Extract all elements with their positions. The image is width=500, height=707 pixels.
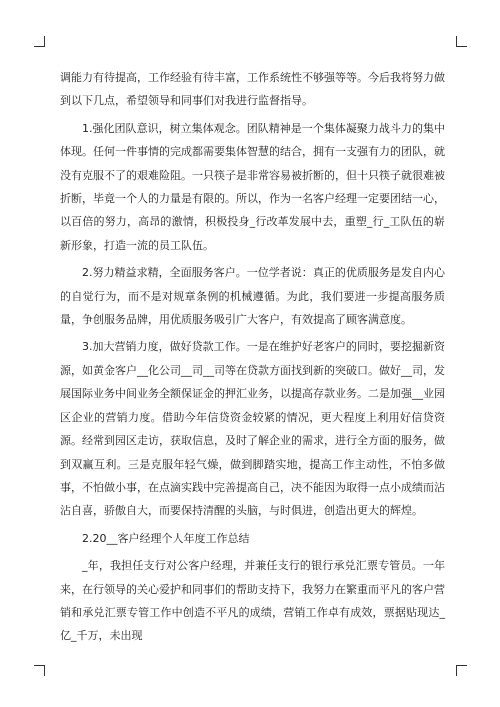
crop-mark-top-right: [456, 36, 467, 47]
crop-mark-bottom-right: [456, 665, 467, 676]
document-body: [60, 66, 445, 652]
section-heading: 2.20__客户经理个人年度工作总结: [82, 531, 250, 545]
paragraph-team-awareness: 1.强化团队意识，树立集体观念。团队精神是一个集体凝聚力战斗力的集中体现。任何一件事情的完成都需要集体智慧的结合，拥有一支强有力的团队，就没有克服不了的艰难险阻。一只筷子是非常容易被折断的，但十只筷子就很难被折断，毕竟一个人的力量是有限的。所以，作为一名客户经理一定要团结一心，以百倍的努力，高昂的激情，积极投身_行改革发展中去，重塑_行_工队伍的崭新形象，打造一流的员工队伍。: [60, 121, 445, 252]
paragraph-marketing-loans: 3.加大营销力度，做好贷款工作。一是在维护好老客户的同时，要挖掘新资源，如黄金客户__化公司__司__司等在贷款方面找到新的突破口。做好__司，发展国际业务中间业务全额保证金的押汇业务，以提高存款业务。二是加强__业园区企业的营销力度。借助今年信贷资金较紧的情况，更大程度上利用好信贷资源。经常到园区走访，获取信息，及时了解企业的需求，进行全方面的服务，做到双赢互利。三是克服年轻气燥，做到脚踏实地，提高工作主动性，不怕多做事，不怕做小事，在点滴实践中完善提高自己，决不能因为取得一点小成绩而沾沾自喜，骄傲自大，而要保持清醒的头脑，与时俱进，创造出更大的辉煌。: [60, 340, 445, 518]
crop-mark-top-left: [34, 36, 45, 47]
paragraph-customer-service: 2.努力精益求精，全面服务客户。一位学者说：真正的优质服务是发自内心的自觉行为，而不是对规章条例的机械遵循。为此，我们要进一步提高服务质量，争创服务品牌，用优质服务吸引广大客户，有效提高了顾客满意度。: [60, 266, 445, 327]
paragraph-intro: 调能力有待提高，工作经验有待丰富，工作系统性不够强等等。今后我将努力做到以下几点，希望领导和同事们对我进行监督指导。: [60, 71, 445, 108]
crop-mark-bottom-left: [34, 665, 45, 676]
paragraph-annual-summary: _年，我担任支行对公客户经理，并兼任支行的银行承兑汇票专管员。一年来，在行领导的关心爱护和同事们的帮助支持下，我努力在繁重而平凡的客户营销和承兑汇票专管工作中创造不平凡的成绩，营销工作卓有成效，票据贴现达_亿_千万，未出现: [60, 559, 445, 643]
